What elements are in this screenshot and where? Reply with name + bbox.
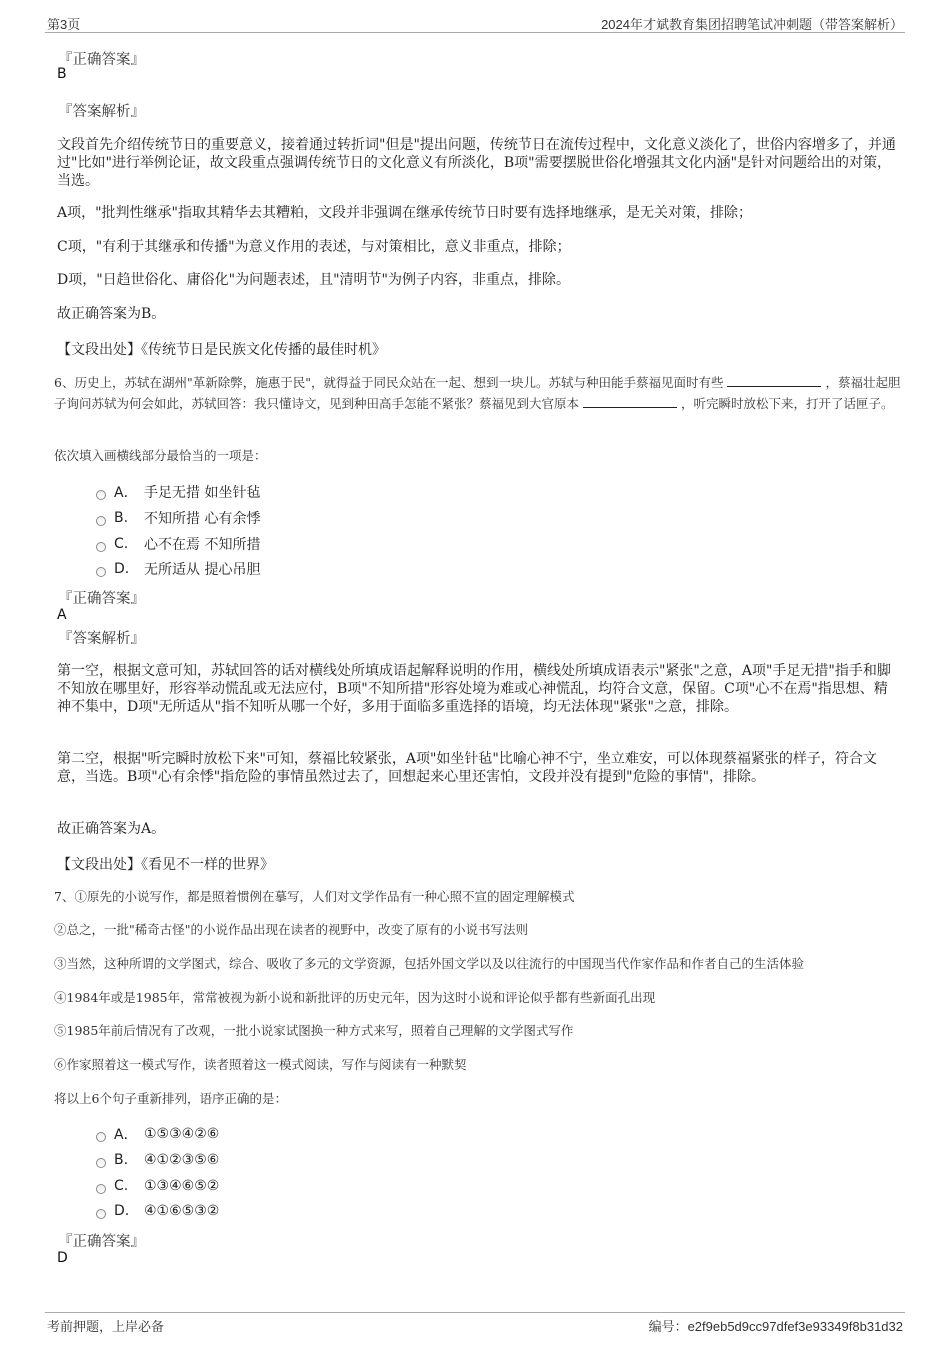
- option-letter: D.: [114, 561, 130, 577]
- option-letter: B.: [114, 510, 129, 526]
- footer-slogan: 考前押题，上岸必备: [47, 1319, 165, 1334]
- analysis-paragraph: C项，"有利于其继承和传播"为意义作用的表述，与对策相比，意义非重点，排除；: [57, 239, 571, 255]
- radio-button[interactable]: [96, 1209, 106, 1219]
- option-letter: C.: [114, 536, 129, 552]
- question-7-sentence: ③当然，这种所谓的文学图式，综合、吸收了多元的文学资源，包括外国文学以及以往流行的中国现当代作家作品和作者自己的生活体验: [54, 956, 805, 971]
- stem-text: 6、历史上，苏轼在湖州"革新除弊，施惠于民"，就得益于同民众站在一起、想到一块儿。苏轼与种田能手蔡福见面时有些: [54, 375, 724, 390]
- passage-source: 【文段出处】《传统节日是民族文化传播的最佳时机》: [57, 342, 386, 358]
- option-b[interactable]: [96, 1149, 219, 1171]
- stem-text: ，听完瞬时放松下来，打开了话匣子。: [681, 396, 894, 411]
- correct-answer-value: B: [57, 66, 67, 82]
- option-d[interactable]: [96, 558, 260, 580]
- analysis-conclusion: 故正确答案为B。: [57, 306, 166, 322]
- option-text: ①③④⑥⑤②: [144, 1178, 220, 1194]
- question-prompt: 将以上6个句子重新排列，语序正确的是：: [54, 1091, 287, 1106]
- option-letter: B.: [114, 1152, 129, 1168]
- radio-button[interactable]: [96, 1132, 106, 1142]
- option-a[interactable]: [96, 1123, 219, 1145]
- option-text: 无所适从 提心吊胆: [144, 562, 261, 578]
- question-6-stem: [54, 372, 902, 414]
- question-7-sentence: ②总之，一批"稀奇古怪"的小说作品出现在读者的视野中，改变了原有的小说书写法则: [54, 922, 529, 937]
- option-c[interactable]: [96, 1175, 219, 1197]
- analysis-paragraph: 第一空，根据文意可知，苏轼回答的话对横线处所填成语起解释说明的作用，横线处所填成语表示"紧张"之意，A项"手足无措"指手和脚不知放在哪里好，形容举动慌乱或无法应付，B项"不知所措"形容处境为难或心神慌乱，均符合文意，保留。C项"心不在焉"指思想、精神不集中，D项"无所适从"指不知听从哪一个好，多用于面临多重选择的语境，均无法体现"紧张"之意，排除。: [57, 663, 891, 715]
- page-footer: [45, 1312, 905, 1334]
- radio-button[interactable]: [96, 1184, 106, 1194]
- option-c[interactable]: [96, 533, 260, 555]
- analysis-paragraph: 第二空，根据"听完瞬时放松下来"可知，蔡福比较紧张，A项"如坐针毡"比喻心神不宁，坐立难安，可以体现蔡福紧张的样子，符合文意，当选。B项"心有余悸"指危险的事情虽然过去了，回想起来心里还害怕，文段并没有提到"危险的事情"，排除。: [57, 751, 877, 785]
- option-letter: D.: [114, 1203, 130, 1219]
- analysis-paragraph: A项，"批判性继承"指取其精华去其糟粕，文段并非强调在继承传统节日时要有选择地继承，是无关对策，排除；: [57, 205, 752, 221]
- question-7-sentence: ⑤1985年前后情况有了改观，一批小说家试图换一种方式来写，照着自己理解的文学图式写作: [54, 1023, 574, 1038]
- option-text: ④①②③⑤⑥: [144, 1152, 220, 1168]
- option-text: 手足无措 如坐针毡: [144, 485, 261, 501]
- option-b[interactable]: [96, 507, 260, 529]
- analysis-paragraph: 文段首先介绍传统节日的重要意义，接着通过转折词"但是"提出问题，传统节日在流传过程中，文化意义淡化了，世俗内容增多了，并通过"比如"进行举例论证，故文段重点强调传统节日的文化意义有所淡化，B项"需要摆脱世俗化增强其文化内涵"是针对问题给出的对策，当选。: [57, 137, 896, 189]
- correct-answer-label: 『正确答案』: [58, 52, 145, 68]
- question-7-sentence: ④1984年或是1985年，常常被视为新小说和新批评的历史元年，因为这时小说和评论似乎都有些新面孔出现: [54, 990, 656, 1005]
- correct-answer-value: A: [57, 607, 67, 623]
- radio-button[interactable]: [96, 542, 106, 552]
- option-d[interactable]: [96, 1200, 219, 1222]
- analysis-label: 『答案解析』: [58, 631, 145, 647]
- option-text: 不知所措 心有余悸: [144, 511, 261, 527]
- question-7-sentence: ⑥作家照着这一模式写作，读者照着这一模式阅读，写作与阅读有一种默契: [54, 1057, 467, 1072]
- fill-blank-1: [727, 374, 821, 387]
- option-letter: C.: [114, 1178, 129, 1194]
- correct-answer-label: 『正确答案』: [58, 591, 145, 607]
- analysis-label: 『答案解析』: [58, 104, 145, 120]
- option-letter: A．: [114, 485, 138, 501]
- option-text: ④①⑥⑤③②: [144, 1203, 220, 1219]
- fill-blank-2: [583, 395, 677, 408]
- page-header: [45, 14, 905, 33]
- document-code: 编号：e2f9eb5d9cc97dfef3e93349f8b31d32: [648, 1319, 903, 1334]
- question-prompt: 依次填入画横线部分最恰当的一项是：: [54, 448, 267, 463]
- stem-text: ，蔡福壮起胆子询问苏轼为何会如此，苏轼回答：我只懂诗文，见到种田高手怎能不紧张？蔡福见到大官原本: [54, 375, 901, 411]
- analysis-paragraph: D项，"日趋世俗化、庸俗化"为问题表述，且"清明节"为例子内容，非重点，排除。: [57, 272, 570, 288]
- radio-button[interactable]: [96, 490, 106, 500]
- option-a[interactable]: [96, 481, 260, 503]
- correct-answer-label: 『正确答案』: [58, 1234, 145, 1250]
- radio-button[interactable]: [96, 567, 106, 577]
- passage-source: 【文段出处】《看见不一样的世界》: [57, 857, 274, 873]
- analysis-conclusion: 故正确答案为A。: [57, 821, 166, 837]
- radio-button[interactable]: [96, 516, 106, 526]
- correct-answer-value: D: [57, 1250, 68, 1266]
- option-text: ①⑤③④②⑥: [144, 1126, 220, 1142]
- page-number: 第3页: [47, 17, 81, 32]
- radio-button[interactable]: [96, 1158, 106, 1168]
- option-letter: A．: [114, 1127, 138, 1143]
- option-text: 心不在焉 不知所措: [144, 537, 261, 553]
- document-title: 2024年才斌教育集团招聘笔试冲刺题（带答案解析）: [601, 17, 903, 32]
- question-7-sentence: 7、①原先的小说写作，都是照着惯例在摹写，人们对文学作品有一种心照不宣的固定理解模式: [54, 889, 575, 904]
